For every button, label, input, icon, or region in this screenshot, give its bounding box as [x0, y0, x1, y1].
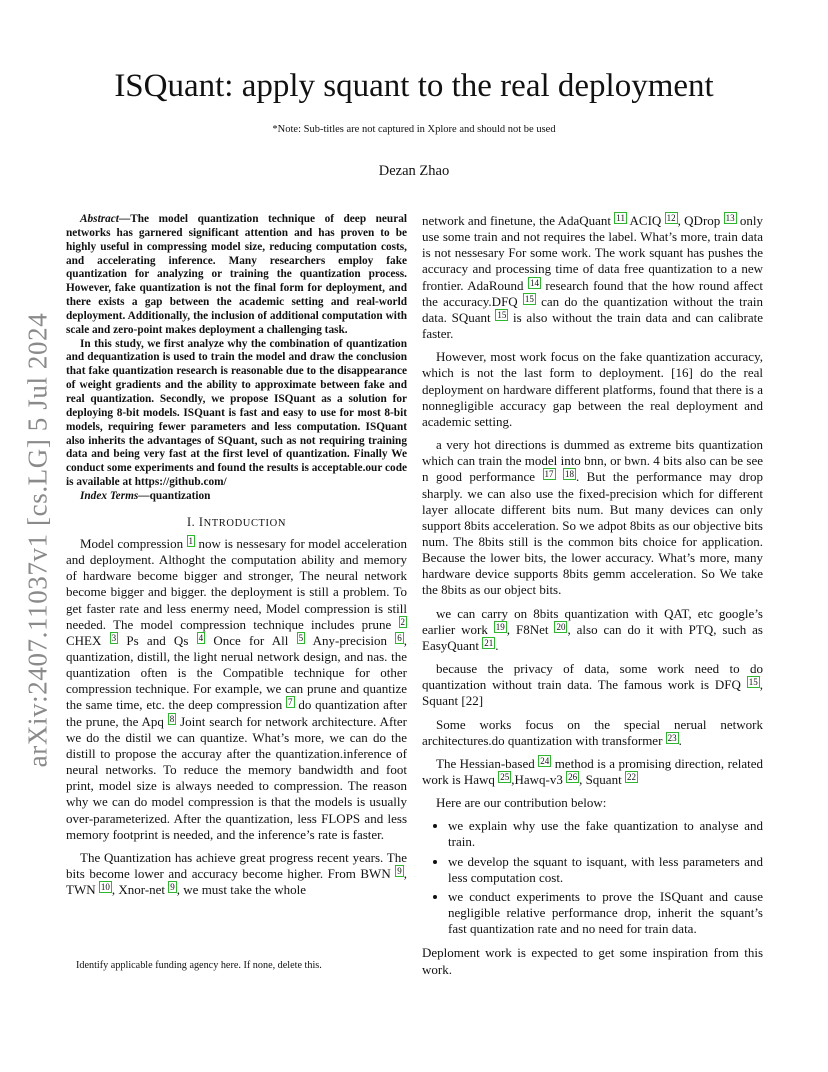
- text-run: , TWN: [66, 866, 407, 898]
- citation-link[interactable]: 22: [626, 772, 636, 782]
- text-run: CHEX: [66, 632, 110, 648]
- index-terms-label: Index Terms: [80, 489, 139, 502]
- citation-link[interactable]: 25: [500, 772, 510, 782]
- left-column: [66, 213, 407, 905]
- arxiv-identifier: [8, 300, 68, 780]
- citation-link[interactable]: 18: [564, 469, 574, 480]
- text-run: .: [495, 637, 499, 653]
- text-run: Model compression: [80, 535, 187, 551]
- intro-paragraph-5: [422, 606, 763, 654]
- text-run: ACIQ: [626, 213, 665, 228]
- text-run: is also without the train data and can calibrate faster.: [422, 309, 763, 342]
- text-run: , Xnor-net: [111, 882, 169, 898]
- text-run: Ps and Qs: [118, 632, 197, 648]
- text-run: because the privacy of data, some work need to do quantization without train data. The famous work is DFQ: [422, 661, 763, 693]
- arxiv-identifier-text: arXiv:2407.11037v1 [cs.LG] 5 Jul 2024: [22, 312, 53, 768]
- citation-link[interactable]: 7: [288, 697, 293, 708]
- text-run: , also can do it with PTQ, such as EasyQuant: [422, 621, 763, 653]
- intro-paragraph-9: Here are our contribution below:: [436, 795, 607, 811]
- citation-link[interactable]: 14: [529, 277, 539, 288]
- intro-paragraph-10: Deploment work is expected to get some inspiration from this work.: [422, 945, 763, 977]
- text-run: The Hessian-based: [436, 755, 539, 771]
- citation-link[interactable]: 2: [400, 616, 405, 627]
- text-run: a very hot directions is dummed as extreme bits quantization which can train the model into bnn, or bwn. 4 bits also can be see n good performance: [422, 437, 763, 485]
- list-item: • we conduct experiments to prove the ISQuant and cause negligible relative performance drop, inherit the squant’s fast quantization rate and no need for train data.: [448, 889, 763, 937]
- abstract: [66, 213, 407, 490]
- text-run: Some works focus on the special nerual network architectures.do quantization with transformer: [422, 716, 763, 748]
- intro-paragraph-3: However, most work focus on the fake quantization accuracy, which is not the last form to deployment. [16] do the real deployment on hardware different platforms, found that there is a nonnegligible accuracy gap between the real deployment and academic setting.: [422, 349, 763, 429]
- citation-link[interactable]: 5: [298, 632, 304, 643]
- citation-link[interactable]: 15: [497, 309, 507, 320]
- title-note: *Note: Sub-titles are not captured in Xplore and should not be used: [272, 124, 556, 135]
- citation-link[interactable]: 15: [748, 677, 758, 688]
- intro-paragraph-4: [422, 437, 763, 599]
- text-run: only use some train and not requires the label. What’s more, train data is not nessesary For some work. The work squant has pushes the accuracy and processing time of data free quantization to a new frontier. AdaRound: [422, 213, 763, 293]
- intro-paragraph-7: [422, 717, 763, 749]
- citation-link[interactable]: 15: [524, 293, 534, 304]
- citation-link[interactable]: [22]: [461, 693, 484, 709]
- text-run: , Squant: [579, 772, 625, 787]
- text-run: Once for All: [205, 632, 297, 648]
- list-item: • we explain why use the fake quantization to analyse and train.: [448, 818, 763, 850]
- abstract-paragraph-2: In this study, we first analyze why the combination of quantization and dequantization is used to train the model and draw the conclusion that fake quantization research is reasonable due to the disappearance of weight gradients and the ability to approximate between fake and real quantization. Secondly, we propose ISQuant as a solution for deploying 8-bit models. ISQuant is fast and easy to use for most 8-bit models, requiring fewer parameters and less computation. ISQuant also inherits the advantages of SQuant, such as not requiring training data and being very fast at the first level of quantization. Finally We conduct some experiments and found the results is acceptable.our code is available at https://github.com/: [66, 337, 407, 489]
- right-column: [422, 213, 763, 985]
- citation-link[interactable]: 3: [111, 632, 117, 643]
- funding-footnote: Identify applicable funding agency here. If none, delete this.: [76, 960, 322, 971]
- citation-link[interactable]: 12: [666, 213, 676, 223]
- citation-link[interactable]: 1: [188, 535, 194, 546]
- text-run: , we must take the whole: [176, 882, 307, 898]
- abstract-paragraph-1: Abstract—The model quantization technique of deep neural networks has garnered significant attention and has proven to be highly useful in compressing model size, reducing computation costs, and accelerating inference. Many researchers employ fake quantization for analyzing or training the quantization process. However, fake quantization is not the final form for deployment, and there exists a gap between the academic setting and real-world deployment. Additionally, the inclusion of additional computation with scale and zero-point makes deployment a challenging task.: [66, 213, 407, 336]
- text-run: [556, 469, 563, 484]
- citation-link[interactable]: 21: [484, 637, 494, 648]
- intro-paragraph-1: [66, 536, 407, 843]
- citation-link[interactable]: 24: [540, 755, 550, 766]
- citation-link[interactable]: 13: [725, 213, 735, 223]
- list-item: • we develop the squant to isquant, with less parameters and less computation cost.: [448, 854, 763, 886]
- intro-paragraph-8: [422, 756, 763, 788]
- text-run: , Squant: [422, 677, 763, 709]
- author-name: Dezan Zhao: [378, 163, 450, 179]
- citation-link[interactable]: 11: [616, 213, 625, 223]
- text-run: we can carry on 8bits quantization with QAT, etc google’s earlier work: [422, 605, 763, 637]
- text-run: can do the quantization without the train data. SQuant: [422, 293, 763, 325]
- section-heading-introduction: I. INTRODUCTION: [186, 514, 287, 529]
- text-run: , quantization, distill, the light nerual network design, and nas. the quantization often is the Compatible technique for other compression technique. For example, we can prune and quantize the same time, etc. the deep compression: [66, 632, 408, 713]
- index-terms: Index Terms—quantization: [80, 489, 211, 502]
- text-run: network and finetune, the AdaQuant: [422, 213, 615, 228]
- citation-link[interactable]: 10: [100, 882, 110, 893]
- abstract-label: Abstract: [80, 213, 119, 225]
- text-run: .: [678, 732, 682, 748]
- citation-link[interactable]: 17: [544, 469, 554, 480]
- intro-paragraph-6: [422, 661, 763, 709]
- text-run: do quantization after the prune, the Apq: [66, 697, 407, 729]
- text-run: method is a promising direction, related work is Hawq: [422, 755, 763, 787]
- citation-link[interactable]: 26: [568, 772, 578, 782]
- citation-link[interactable]: 9: [397, 866, 402, 876]
- intro-paragraph-2-continued: [422, 213, 763, 342]
- text-run: . But the performance may drop sharply. we can also use the fixed-precision which for different layer allocate different bits num. But many devices can only support 8bits acceleration. So we adpot 8bits as our objective bits num. The 8bits still is the common bits choice for application. Because the lower bits, the lower accuracy. What’s more, many hardware device supports 8bits gemm acceleration. So We take the 8bits as our object bits.: [422, 469, 763, 598]
- text-run: Joint search for network architecture. After we do the distil we can quantize. What’s more, we can do the distill to propose the accuray after the quantization.inference of neural networks. To reduce the memory bandwidth and foot print, model size is always needed to compression. The reason why we can do model compression is that the models is usually over-parameterized. After the quantization, less FLOPS and less memory footprint is needed, and the inference’s rate is faster.: [66, 713, 407, 842]
- citation-link[interactable]: 19: [495, 621, 505, 632]
- text-run: , F8Net: [506, 621, 555, 637]
- citation-link[interactable]: 20: [556, 621, 566, 632]
- citation-link[interactable]: 6: [397, 632, 402, 643]
- citation-link[interactable]: 4: [198, 632, 204, 643]
- text-run: ,Hawq-v3: [511, 772, 567, 787]
- intro-paragraph-2: [66, 850, 407, 898]
- text-run: The Quantization has achieve great progress recent years. The bits become lower and accuracy become higher. From BWN: [66, 849, 407, 881]
- text-run: research found that the how round affect the accuracy.DFQ: [422, 277, 763, 309]
- text-run: now is nessesary for model acceleration and deployment. Althoght the computation ability and memory of hardware become bigger and stronger, The neural network become bigger and bigger. the deployment is still a problem. To get faster rate and less enermy need, Model compression is still needed. The model compression technique includes prune: [66, 535, 408, 632]
- paper-title: ISQuant: apply squant to the real deployment: [114, 68, 714, 104]
- citation-link[interactable]: 23: [667, 732, 677, 743]
- contribution-list: [422, 818, 763, 937]
- citation-link[interactable]: 9: [170, 882, 175, 893]
- citation-link[interactable]: 8: [169, 713, 175, 724]
- text-run: Any-precision: [305, 632, 396, 648]
- text-run: , QDrop: [677, 213, 724, 228]
